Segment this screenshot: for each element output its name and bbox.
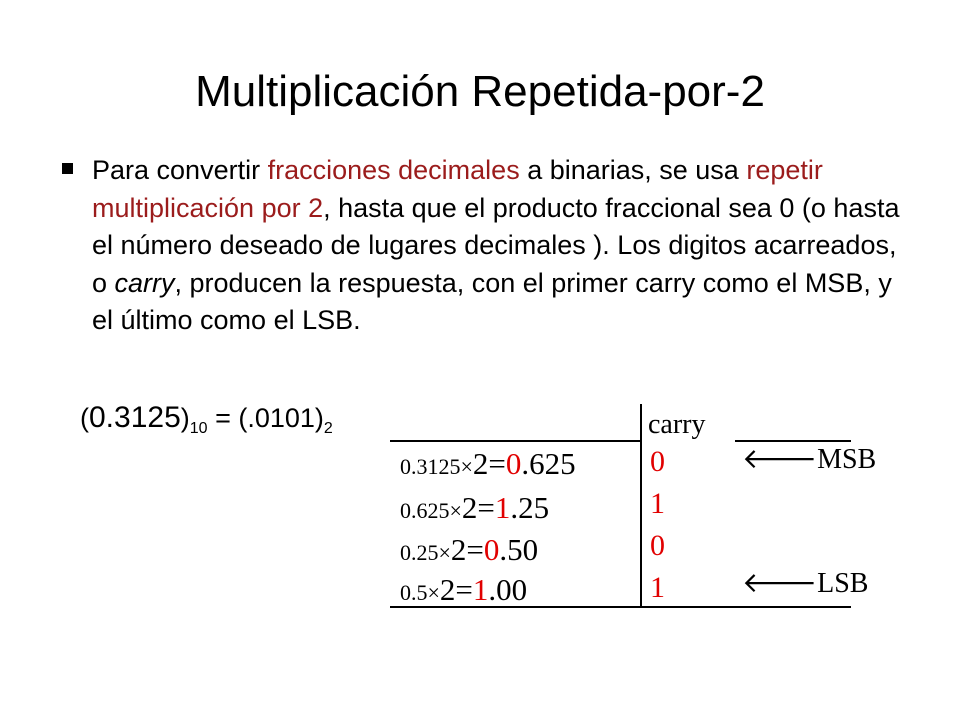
operand: 0.5 bbox=[400, 580, 428, 605]
fraction-part: .25 bbox=[510, 490, 550, 525]
highlight-fracciones-decimales: fracciones decimales bbox=[267, 155, 520, 185]
carry-column-header: carry bbox=[648, 409, 706, 440]
equation-open-paren: ( bbox=[80, 403, 89, 433]
multiplier: 2 bbox=[472, 446, 489, 481]
integer-part: 0 bbox=[505, 446, 522, 481]
times-sign: × bbox=[427, 580, 440, 605]
fraction-part: .625 bbox=[521, 446, 576, 481]
times-sign: × bbox=[449, 498, 462, 523]
table-row-expression bbox=[400, 486, 549, 533]
equals-sign: = bbox=[466, 532, 484, 567]
equation-base-out: 2 bbox=[323, 420, 333, 437]
bullet-text-5: , producen la respuesta, con el primer carry como el MSB, y el último como el LSB. bbox=[92, 267, 892, 335]
table-row-expression bbox=[400, 442, 576, 489]
multiplier: 2 bbox=[450, 532, 467, 567]
equation-base-in: 10 bbox=[189, 420, 208, 437]
integer-part: 1 bbox=[494, 490, 511, 525]
carry-italic-word: carry bbox=[114, 267, 175, 298]
equals-sign: = bbox=[455, 572, 473, 607]
times-sign: × bbox=[460, 454, 473, 479]
bullet-text-2: a binarias, se usa bbox=[519, 155, 747, 185]
bullet-text-3: , hasta que el producto fraccional sea 0 (o hasta el número deseado de lugares decimales ). Los digitos acarreados, o bbox=[92, 192, 900, 298]
equation-result: = (.0101) bbox=[207, 403, 324, 433]
multiplier: 2 bbox=[461, 490, 478, 525]
table-vertical-divider bbox=[640, 404, 642, 608]
bullet-text-1: Para convertir bbox=[92, 155, 268, 185]
lsb-marker: 🡐LSB bbox=[742, 568, 869, 599]
table-row-expression bbox=[400, 568, 527, 615]
carry-value: 1 bbox=[650, 487, 665, 520]
msb-marker: 🡐MSB bbox=[742, 444, 877, 475]
operand: 0.25 bbox=[400, 540, 439, 565]
equals-sign: = bbox=[488, 446, 506, 481]
carry-value: 1 bbox=[650, 571, 665, 604]
carry-value: 0 bbox=[650, 445, 665, 478]
carry-value: 0 bbox=[650, 529, 665, 562]
integer-part: 0 bbox=[483, 532, 500, 567]
fraction-part: .50 bbox=[499, 532, 539, 567]
fraction-part: .00 bbox=[488, 572, 528, 607]
equation-close-paren: ) bbox=[180, 403, 190, 433]
integer-part: 1 bbox=[472, 572, 489, 607]
highlight-repetir-multiplicacion: repetir multiplicación por 2 bbox=[92, 155, 823, 223]
operand: 0.3125 bbox=[400, 454, 461, 479]
slide-title: Multiplicación Repetida-por-2 bbox=[195, 67, 765, 116]
multiplier: 2 bbox=[439, 572, 456, 607]
equation-decimal-value: 0.3125 bbox=[89, 401, 181, 434]
operand: 0.625 bbox=[400, 498, 450, 523]
times-sign: × bbox=[438, 540, 451, 565]
equals-sign: = bbox=[477, 490, 495, 525]
